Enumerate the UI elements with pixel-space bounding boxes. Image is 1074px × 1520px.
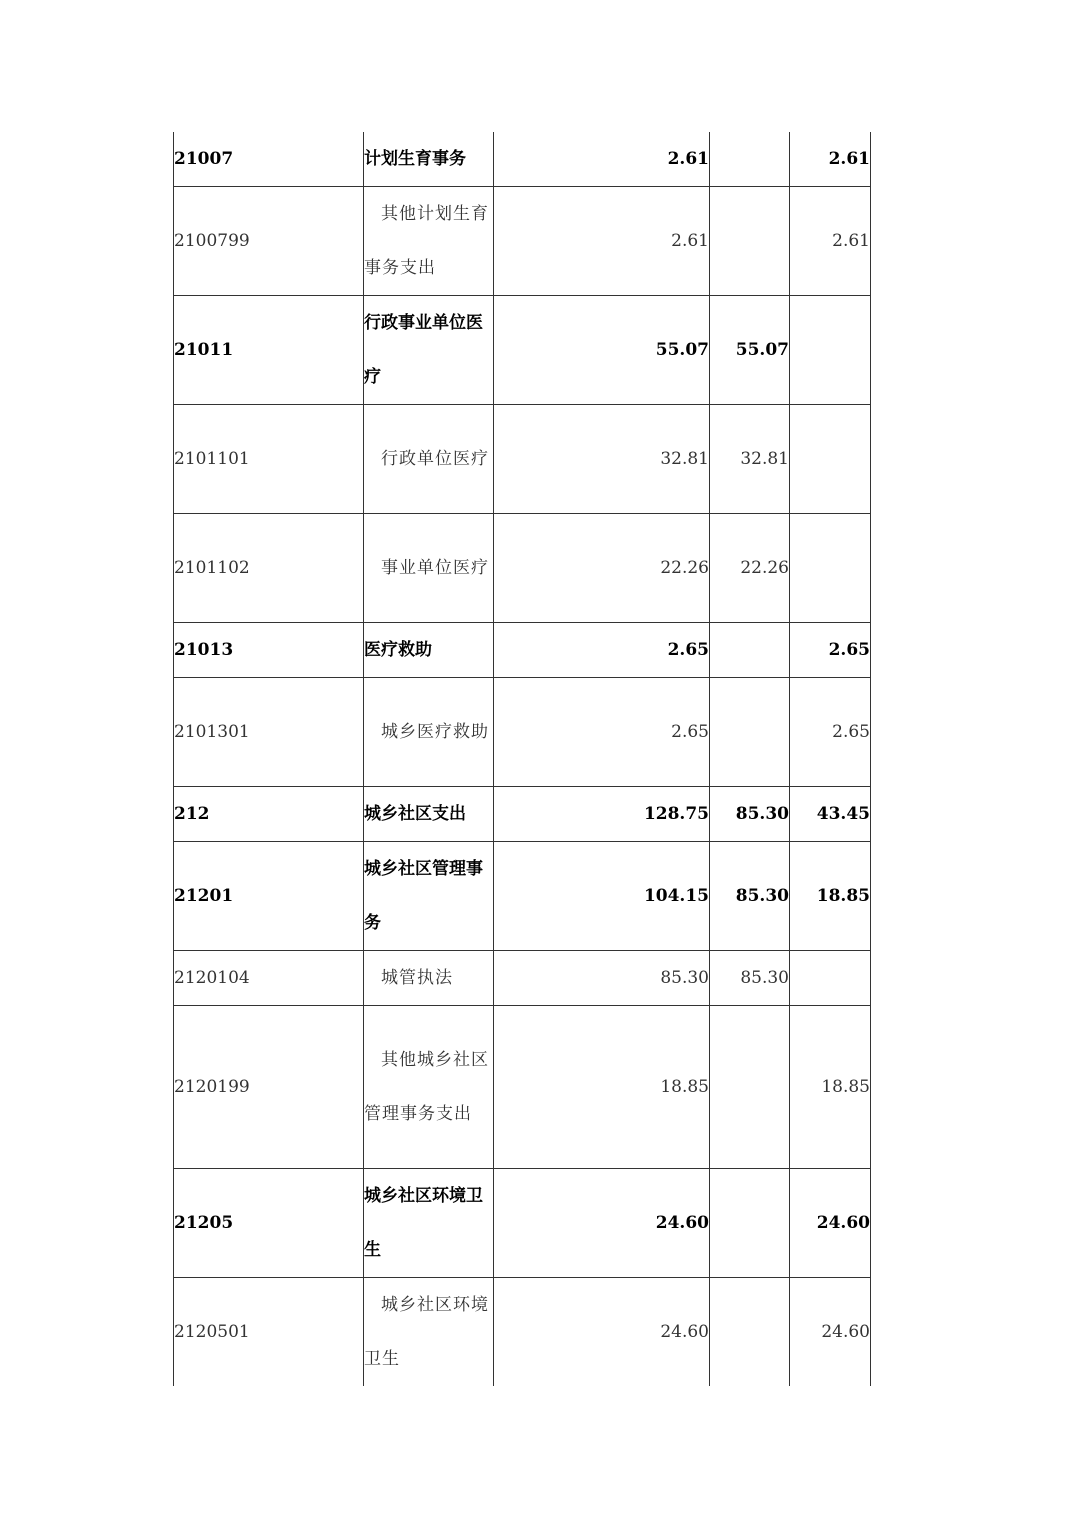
table-row — [174, 132, 871, 187]
subject-code: 2101102 — [174, 514, 364, 623]
basic-amount — [710, 187, 790, 296]
subject-name: 行政事业单位医疗 — [364, 296, 494, 405]
total-amount: 104.15 — [494, 842, 710, 951]
project-amount: 18.85 — [790, 1006, 871, 1169]
table-row — [174, 296, 871, 405]
subject-name: 城管执法 — [364, 951, 494, 1006]
subject-code: 21205 — [174, 1169, 364, 1278]
basic-amount — [710, 1278, 790, 1387]
total-amount: 18.85 — [494, 1006, 710, 1169]
project-amount: 24.60 — [790, 1169, 871, 1278]
basic-amount — [710, 132, 790, 187]
total-amount: 128.75 — [494, 787, 710, 842]
total-amount: 2.65 — [494, 623, 710, 678]
total-amount: 24.60 — [494, 1169, 710, 1278]
project-amount — [790, 514, 871, 623]
table-row — [174, 187, 871, 296]
subject-code: 2120104 — [174, 951, 364, 1006]
subject-code: 21013 — [174, 623, 364, 678]
basic-amount — [710, 678, 790, 787]
table-row — [174, 787, 871, 842]
subject-name: 城乡社区环境卫生 — [364, 1278, 494, 1387]
basic-amount: 22.26 — [710, 514, 790, 623]
subject-name: 城乡社区管理事务 — [364, 842, 494, 951]
table-row — [174, 405, 871, 514]
basic-amount — [710, 1169, 790, 1278]
expenditure-table — [173, 132, 871, 1386]
subject-code: 2120199 — [174, 1006, 364, 1169]
table-row — [174, 1169, 871, 1278]
subject-name: 事业单位医疗 — [364, 514, 494, 623]
subject-name: 医疗救助 — [364, 623, 494, 678]
project-amount: 2.65 — [790, 623, 871, 678]
subject-code: 21201 — [174, 842, 364, 951]
subject-name: 行政单位医疗 — [364, 405, 494, 514]
project-amount: 43.45 — [790, 787, 871, 842]
basic-amount: 32.81 — [710, 405, 790, 514]
project-amount: 18.85 — [790, 842, 871, 951]
subject-code: 21007 — [174, 132, 364, 187]
table-row — [174, 514, 871, 623]
project-amount: 2.65 — [790, 678, 871, 787]
table-row — [174, 623, 871, 678]
table-row — [174, 1278, 871, 1387]
total-amount: 55.07 — [494, 296, 710, 405]
subject-name: 城乡社区支出 — [364, 787, 494, 842]
total-amount: 22.26 — [494, 514, 710, 623]
budget-table-page — [173, 132, 870, 1377]
total-amount: 2.61 — [494, 187, 710, 296]
table-row — [174, 1006, 871, 1169]
basic-amount: 85.30 — [710, 842, 790, 951]
project-amount — [790, 405, 871, 514]
basic-amount: 85.30 — [710, 787, 790, 842]
subject-code: 21011 — [174, 296, 364, 405]
subject-name: 其他计划生育事务支出 — [364, 187, 494, 296]
project-amount: 24.60 — [790, 1278, 871, 1387]
basic-amount: 85.30 — [710, 951, 790, 1006]
project-amount — [790, 296, 871, 405]
table-row — [174, 842, 871, 951]
total-amount: 2.61 — [494, 132, 710, 187]
total-amount: 32.81 — [494, 405, 710, 514]
subject-code: 2100799 — [174, 187, 364, 296]
subject-name: 城乡社区环境卫生 — [364, 1169, 494, 1278]
basic-amount — [710, 1006, 790, 1169]
project-amount: 2.61 — [790, 132, 871, 187]
project-amount — [790, 951, 871, 1006]
basic-amount: 55.07 — [710, 296, 790, 405]
subject-code: 2101301 — [174, 678, 364, 787]
total-amount: 85.30 — [494, 951, 710, 1006]
table-row — [174, 951, 871, 1006]
subject-name: 城乡医疗救助 — [364, 678, 494, 787]
total-amount: 2.65 — [494, 678, 710, 787]
subject-name: 计划生育事务 — [364, 132, 494, 187]
subject-code: 2101101 — [174, 405, 364, 514]
subject-code: 212 — [174, 787, 364, 842]
subject-code: 2120501 — [174, 1278, 364, 1387]
basic-amount — [710, 623, 790, 678]
subject-name: 其他城乡社区管理事务支出 — [364, 1006, 494, 1169]
table-row — [174, 678, 871, 787]
project-amount: 2.61 — [790, 187, 871, 296]
total-amount: 24.60 — [494, 1278, 710, 1387]
